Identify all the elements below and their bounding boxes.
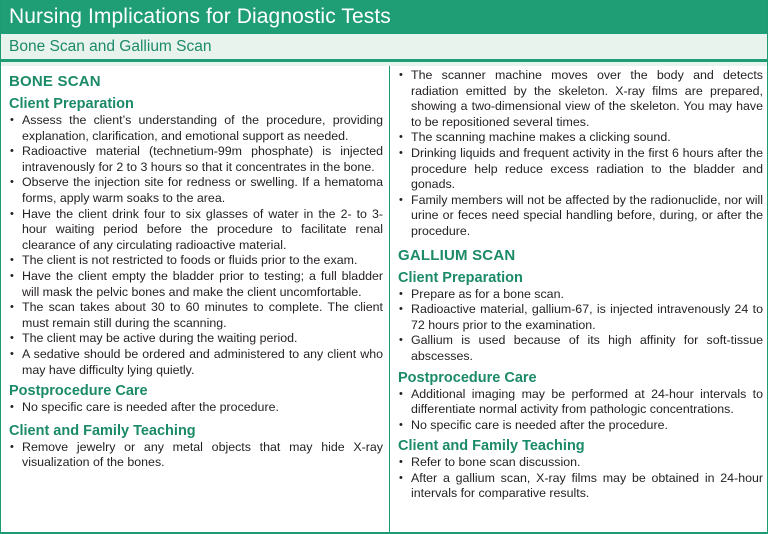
bullet-list-gallium-prep [398,287,763,365]
list-item: • The client is not restricted to foods or fluids prior to the exam. [9,253,383,269]
list-item: • The client may be active during the waiting period. [9,331,383,347]
right-column [398,66,763,532]
list-item: • Family members will not be affected by the radionuclide, nor will urine or feces need special handling before, during, or after the procedure. [398,193,763,240]
list-item: • Have the client empty the bladder prior to testing; a full bladder will mask the pelvic bones and make the client uncomfortable. [9,269,383,300]
list-item: • A sedative should be ordered and administered to any client who may have difficulty lying quietly. [9,347,383,378]
list-item: • Have the client drink four to six glasses of water in the 2- to 3-hour waiting period before the procedure to facilitate renal clearance of any circulating radioactive material. [9,207,383,254]
list-item: • Gallium is used because of its high affinity for soft-tissue abscesses. [398,333,763,364]
list-item: • Additional imaging may be performed at 24-hour intervals to differentiate normal activity from pathologic concentrations. [398,387,763,418]
list-item: • The scanning machine makes a clicking sound. [398,130,763,146]
bullet-list-gallium-post [398,387,763,434]
list-item: • Radioactive material (technetium-99m phosphate) is injected intravenously for 2 to 3 hours so that it concentrates in the bone. [9,144,383,175]
list-item: • Observe the injection site for redness or swelling. If a hematoma forms, apply warm soaks to the area. [9,175,383,206]
column-divider [389,66,390,532]
section-title-gallium-scan: GALLIUM SCAN [398,246,516,264]
bullet-list-bone-teach-continued [398,68,763,240]
content-columns [1,66,767,532]
list-item: • Refer to bone scan discussion. [398,455,763,471]
list-item: • No specific care is needed after the procedure. [9,400,383,416]
heading-client-family-teaching: Client and Family Teaching [9,422,196,439]
bullet-list-bone-prep [9,113,383,378]
left-column [9,66,383,532]
page-title: Nursing Implications for Diagnostic Tests [1,0,767,34]
heading-postprocedure-care: Postprocedure Care [398,369,537,386]
heading-postprocedure-care: Postprocedure Care [9,383,148,400]
bullet-list-gallium-teach [398,455,763,502]
bullet-list-bone-post [9,400,383,416]
list-item: • After a gallium scan, X-ray films may be obtained in 24-hour intervals for comparative results. [398,471,763,502]
heading-client-preparation: Client Preparation [9,96,134,112]
list-item: • Prepare as for a bone scan. [398,287,763,303]
bullet-list-bone-teach [9,440,383,471]
list-item: • The scanner machine moves over the body and detects radiation emitted by the skeleton. X-ray films are prepared, showing a two-dimensional view of the skeleton. You may have to be repositioned several times. [398,68,763,130]
page-subtitle: Bone Scan and Gallium Scan [1,34,767,62]
heading-client-preparation: Client Preparation [398,269,523,286]
list-item: • Remove jewelry or any metal objects that may hide X-ray visualization of the bones. [9,440,383,471]
list-item: • Radioactive material, gallium-67, is injected intravenously 24 to 72 hours prior to the examination. [398,302,763,333]
list-item: • Drinking liquids and frequent activity in the first 6 hours after the procedure help reduce excess radiation to the bladder and gonads. [398,146,763,193]
heading-client-family-teaching: Client and Family Teaching [398,438,585,455]
list-item: • Assess the client’s understanding of the procedure, providing explanation, clarification, and emotional support as needed. [9,113,383,144]
list-item: • No specific care is needed after the procedure. [398,418,763,434]
section-title-bone-scan: BONE SCAN [9,73,101,90]
list-item: • The scan takes about 30 to 60 minutes to complete. The client must remain still during the scanning. [9,300,383,331]
